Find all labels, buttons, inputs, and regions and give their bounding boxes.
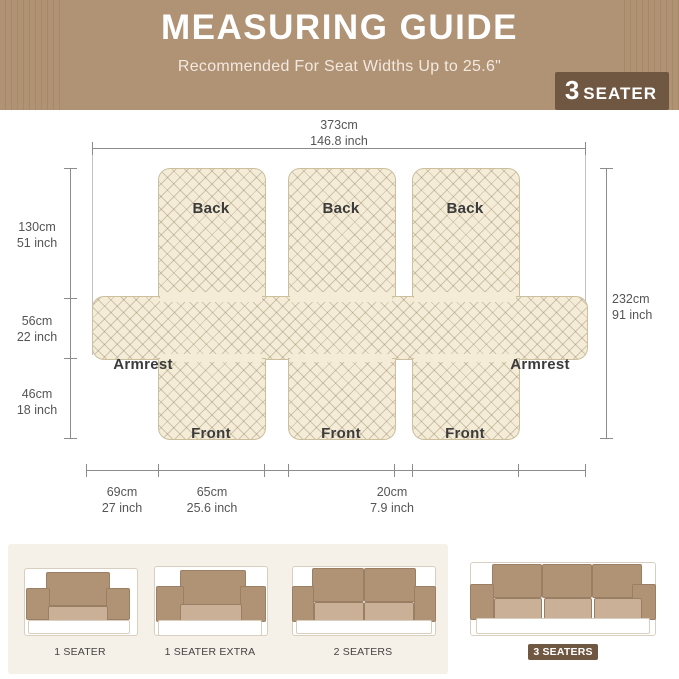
sofa-icon-2-seaters[interactable] xyxy=(288,556,438,642)
dimension-bottom-seat-metric: 65cm xyxy=(196,485,228,499)
dimension-left-armrest-metric: 56cm xyxy=(21,314,53,328)
label-front-center: Front xyxy=(321,425,361,442)
dimension-tick xyxy=(394,464,395,477)
badge-word: SEATER xyxy=(583,84,657,103)
dimension-line-right xyxy=(606,168,607,438)
dimension-tick xyxy=(92,142,93,155)
dimension-top-width-imperial: 146.8 inch xyxy=(310,133,368,148)
dimension-line-left xyxy=(70,168,71,438)
seam-filler xyxy=(290,292,392,302)
dimension-top-width-metric: 373cm xyxy=(320,118,358,132)
seam-filler xyxy=(290,354,392,362)
sofa-icon-1-seater[interactable] xyxy=(20,558,140,640)
header-banner xyxy=(0,0,679,110)
option-label-1-seater[interactable]: 1 SEATER xyxy=(54,646,106,658)
dimension-tick xyxy=(64,438,77,439)
label-armrest-right: Armrest xyxy=(510,356,570,373)
dimension-left-armrest-imperial: 22 inch xyxy=(16,329,58,344)
dimension-tick xyxy=(264,464,265,477)
option-label-2-seaters[interactable]: 2 SEATERS xyxy=(333,646,393,658)
dimension-left-back xyxy=(6,220,68,251)
dimension-tick xyxy=(64,298,77,299)
dimension-top-width xyxy=(279,118,399,149)
dimension-left-armrest xyxy=(6,314,68,345)
page-title: MEASURING GUIDE xyxy=(161,8,518,47)
dimension-left-front-metric: 46cm xyxy=(21,387,53,401)
dimension-bottom-seat xyxy=(170,485,254,516)
label-front-right: Front xyxy=(445,425,485,442)
dimension-line-bottom xyxy=(86,470,586,471)
dimension-right-height-metric: 232cm xyxy=(612,292,650,306)
sofa-icon-3-seaters[interactable] xyxy=(466,554,658,644)
label-back-left: Back xyxy=(192,200,230,217)
dimension-bottom-arm xyxy=(82,485,162,516)
dimension-left-front-imperial: 18 inch xyxy=(16,402,58,417)
dimension-left-back-imperial: 51 inch xyxy=(16,235,58,250)
dimension-left-front xyxy=(6,387,68,418)
page-subtitle: Recommended For Seat Widths Up to 25.6" xyxy=(177,58,502,75)
dimension-left-back-metric: 130cm xyxy=(18,220,56,234)
label-front-left: Front xyxy=(191,425,231,442)
dimension-tick xyxy=(600,438,613,439)
dimension-right-height xyxy=(612,292,676,323)
dimension-tick xyxy=(158,464,159,477)
back-panel-center xyxy=(288,168,396,298)
option-label-3-seaters[interactable]: 3 SEATERS xyxy=(528,644,598,660)
dimension-tick xyxy=(288,464,289,477)
dimension-tick xyxy=(600,168,613,169)
dimension-tick xyxy=(86,464,87,477)
dimension-tick xyxy=(64,168,77,169)
armrest-row xyxy=(92,296,588,360)
dimension-tick xyxy=(412,464,413,477)
measuring-diagram xyxy=(0,110,679,540)
dimension-bottom-seat-imperial: 25.6 inch xyxy=(186,500,238,515)
dimension-tick xyxy=(518,464,519,477)
dimension-tick xyxy=(585,464,586,477)
back-panel-left xyxy=(158,168,266,298)
label-back-center: Back xyxy=(322,200,360,217)
dimension-bottom-arm-imperial: 27 inch xyxy=(101,500,143,515)
status-badge xyxy=(555,72,669,110)
back-panel-right xyxy=(412,168,520,298)
dimension-bottom-gap xyxy=(350,485,434,516)
badge-number: 3 xyxy=(564,75,580,105)
seater-options xyxy=(0,540,679,679)
seam-filler xyxy=(160,292,262,302)
dimension-right-height-imperial: 91 inch xyxy=(612,307,653,322)
dimension-tick xyxy=(64,358,77,359)
label-back-right: Back xyxy=(446,200,484,217)
dimension-tick xyxy=(585,142,586,155)
label-armrest-left: Armrest xyxy=(113,356,173,373)
dimension-bottom-gap-metric: 20cm xyxy=(376,485,408,499)
dimension-bottom-arm-metric: 69cm xyxy=(106,485,138,499)
dimension-bottom-gap-imperial: 7.9 inch xyxy=(370,500,414,515)
sofa-icon-1-seater-extra[interactable] xyxy=(150,558,270,640)
seam-filler xyxy=(414,292,516,302)
option-label-1-seater-extra[interactable]: 1 SEATER EXTRA xyxy=(164,646,256,658)
